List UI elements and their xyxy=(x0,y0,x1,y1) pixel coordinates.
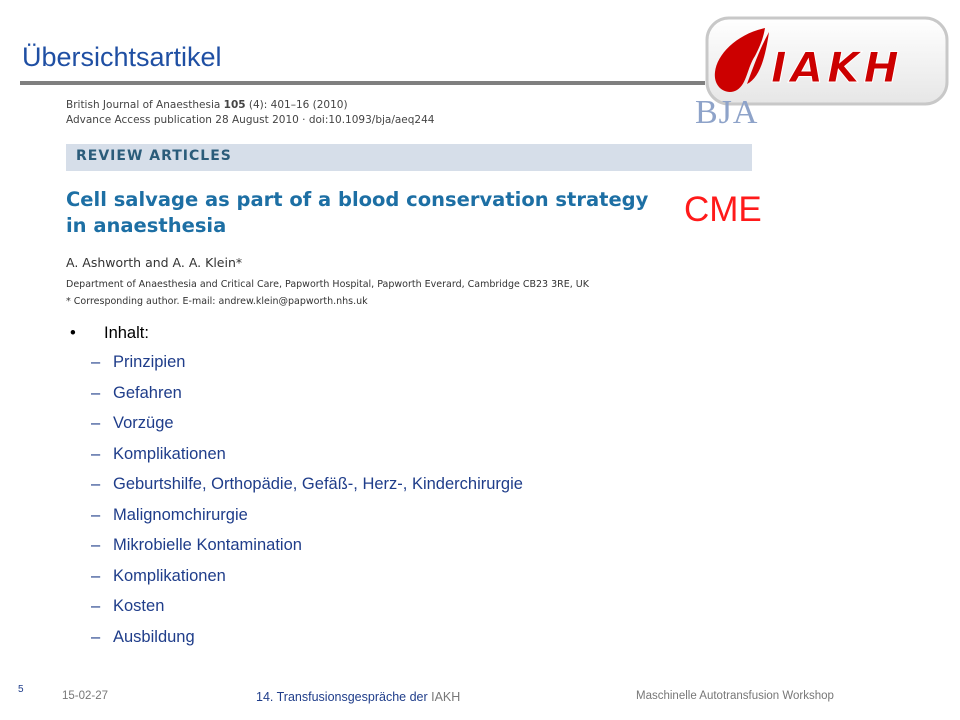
list-item: – Prinzipien xyxy=(91,353,186,371)
section-banner xyxy=(66,144,752,171)
article-title xyxy=(66,187,686,239)
list-item: – Komplikationen xyxy=(91,444,226,463)
bja-logo: BJA xyxy=(695,94,759,131)
article-authors: A. Ashworth and A. A. Klein* xyxy=(66,255,243,270)
citation-line-2: Advance Access publication 28 August 2010 · doi:10.1093/bja/aeq244 xyxy=(66,114,435,126)
list-item: – Gefahren xyxy=(91,383,182,402)
list-item: – Mikrobielle Kontamination xyxy=(91,536,302,554)
footer-conference-org: IAKH xyxy=(431,690,461,704)
list-item: – Ausbildung xyxy=(91,627,195,646)
list-item: – Komplikationen xyxy=(91,566,226,585)
footer-workshop: Maschinelle Autotransfusion Workshop xyxy=(636,690,834,702)
list-item-text: Kosten xyxy=(113,597,165,615)
section-label: REVIEW ARTICLES xyxy=(76,148,232,164)
article-correspondence: * Corresponding author. E-mail: andrew.klein@papworth.nhs.uk xyxy=(66,296,368,307)
list-item-text: Vorzüge xyxy=(113,414,174,432)
list-item-text: Komplikationen xyxy=(113,566,226,585)
bullet-label: Inhalt: xyxy=(104,324,149,342)
article-title-line-2: in anaesthesia xyxy=(66,214,227,237)
list-item: – Kosten xyxy=(91,597,165,615)
iakh-logo-text: IAKH xyxy=(771,43,903,92)
page-number: 5 xyxy=(18,684,24,695)
list-item-text: Gefahren xyxy=(113,383,182,402)
article-citation xyxy=(66,98,434,128)
title-divider xyxy=(20,81,705,85)
article-title-line-1: Cell salvage as part of a blood conservation strategy xyxy=(66,188,649,211)
cme-label: CME xyxy=(684,190,762,229)
content-bullet xyxy=(70,324,149,343)
list-item-text: Ausbildung xyxy=(113,627,195,646)
list-item-text: Prinzipien xyxy=(113,353,186,371)
list-item: – Malignomchirurgie xyxy=(91,505,248,524)
bullet-dot: • xyxy=(70,324,76,342)
citation-volume: 105 xyxy=(223,99,246,111)
list-item-text: Mikrobielle Kontamination xyxy=(113,536,302,554)
footer-conference xyxy=(256,690,460,704)
list-item-text: Geburtshilfe, Orthopädie, Gefäß-, Herz-, Kinderchirurgie xyxy=(113,475,523,493)
footer-conference-title: 14. Transfusionsgespräche der xyxy=(256,690,432,704)
list-item-text: Komplikationen xyxy=(113,444,226,463)
content-list xyxy=(91,353,523,658)
footer-date: 15-02-27 xyxy=(62,690,109,702)
list-item-text: Malignomchirurgie xyxy=(113,505,248,524)
citation-pages: (4): 401–16 (2010) xyxy=(245,99,348,111)
list-item: – Vorzüge xyxy=(91,414,174,432)
citation-journal: British Journal of Anaesthesia xyxy=(66,99,224,111)
list-item: – Geburtshilfe, Orthopädie, Gefäß-, Herz-, Kinderchirurgie xyxy=(91,475,523,493)
article-affiliation: Department of Anaesthesia and Critical Care, Papworth Hospital, Papworth Everard, Cambridge CB23 3RE, UK xyxy=(66,279,589,290)
slide-title: Übersichtsartikel xyxy=(22,42,222,72)
citation-line-1 xyxy=(66,98,434,113)
